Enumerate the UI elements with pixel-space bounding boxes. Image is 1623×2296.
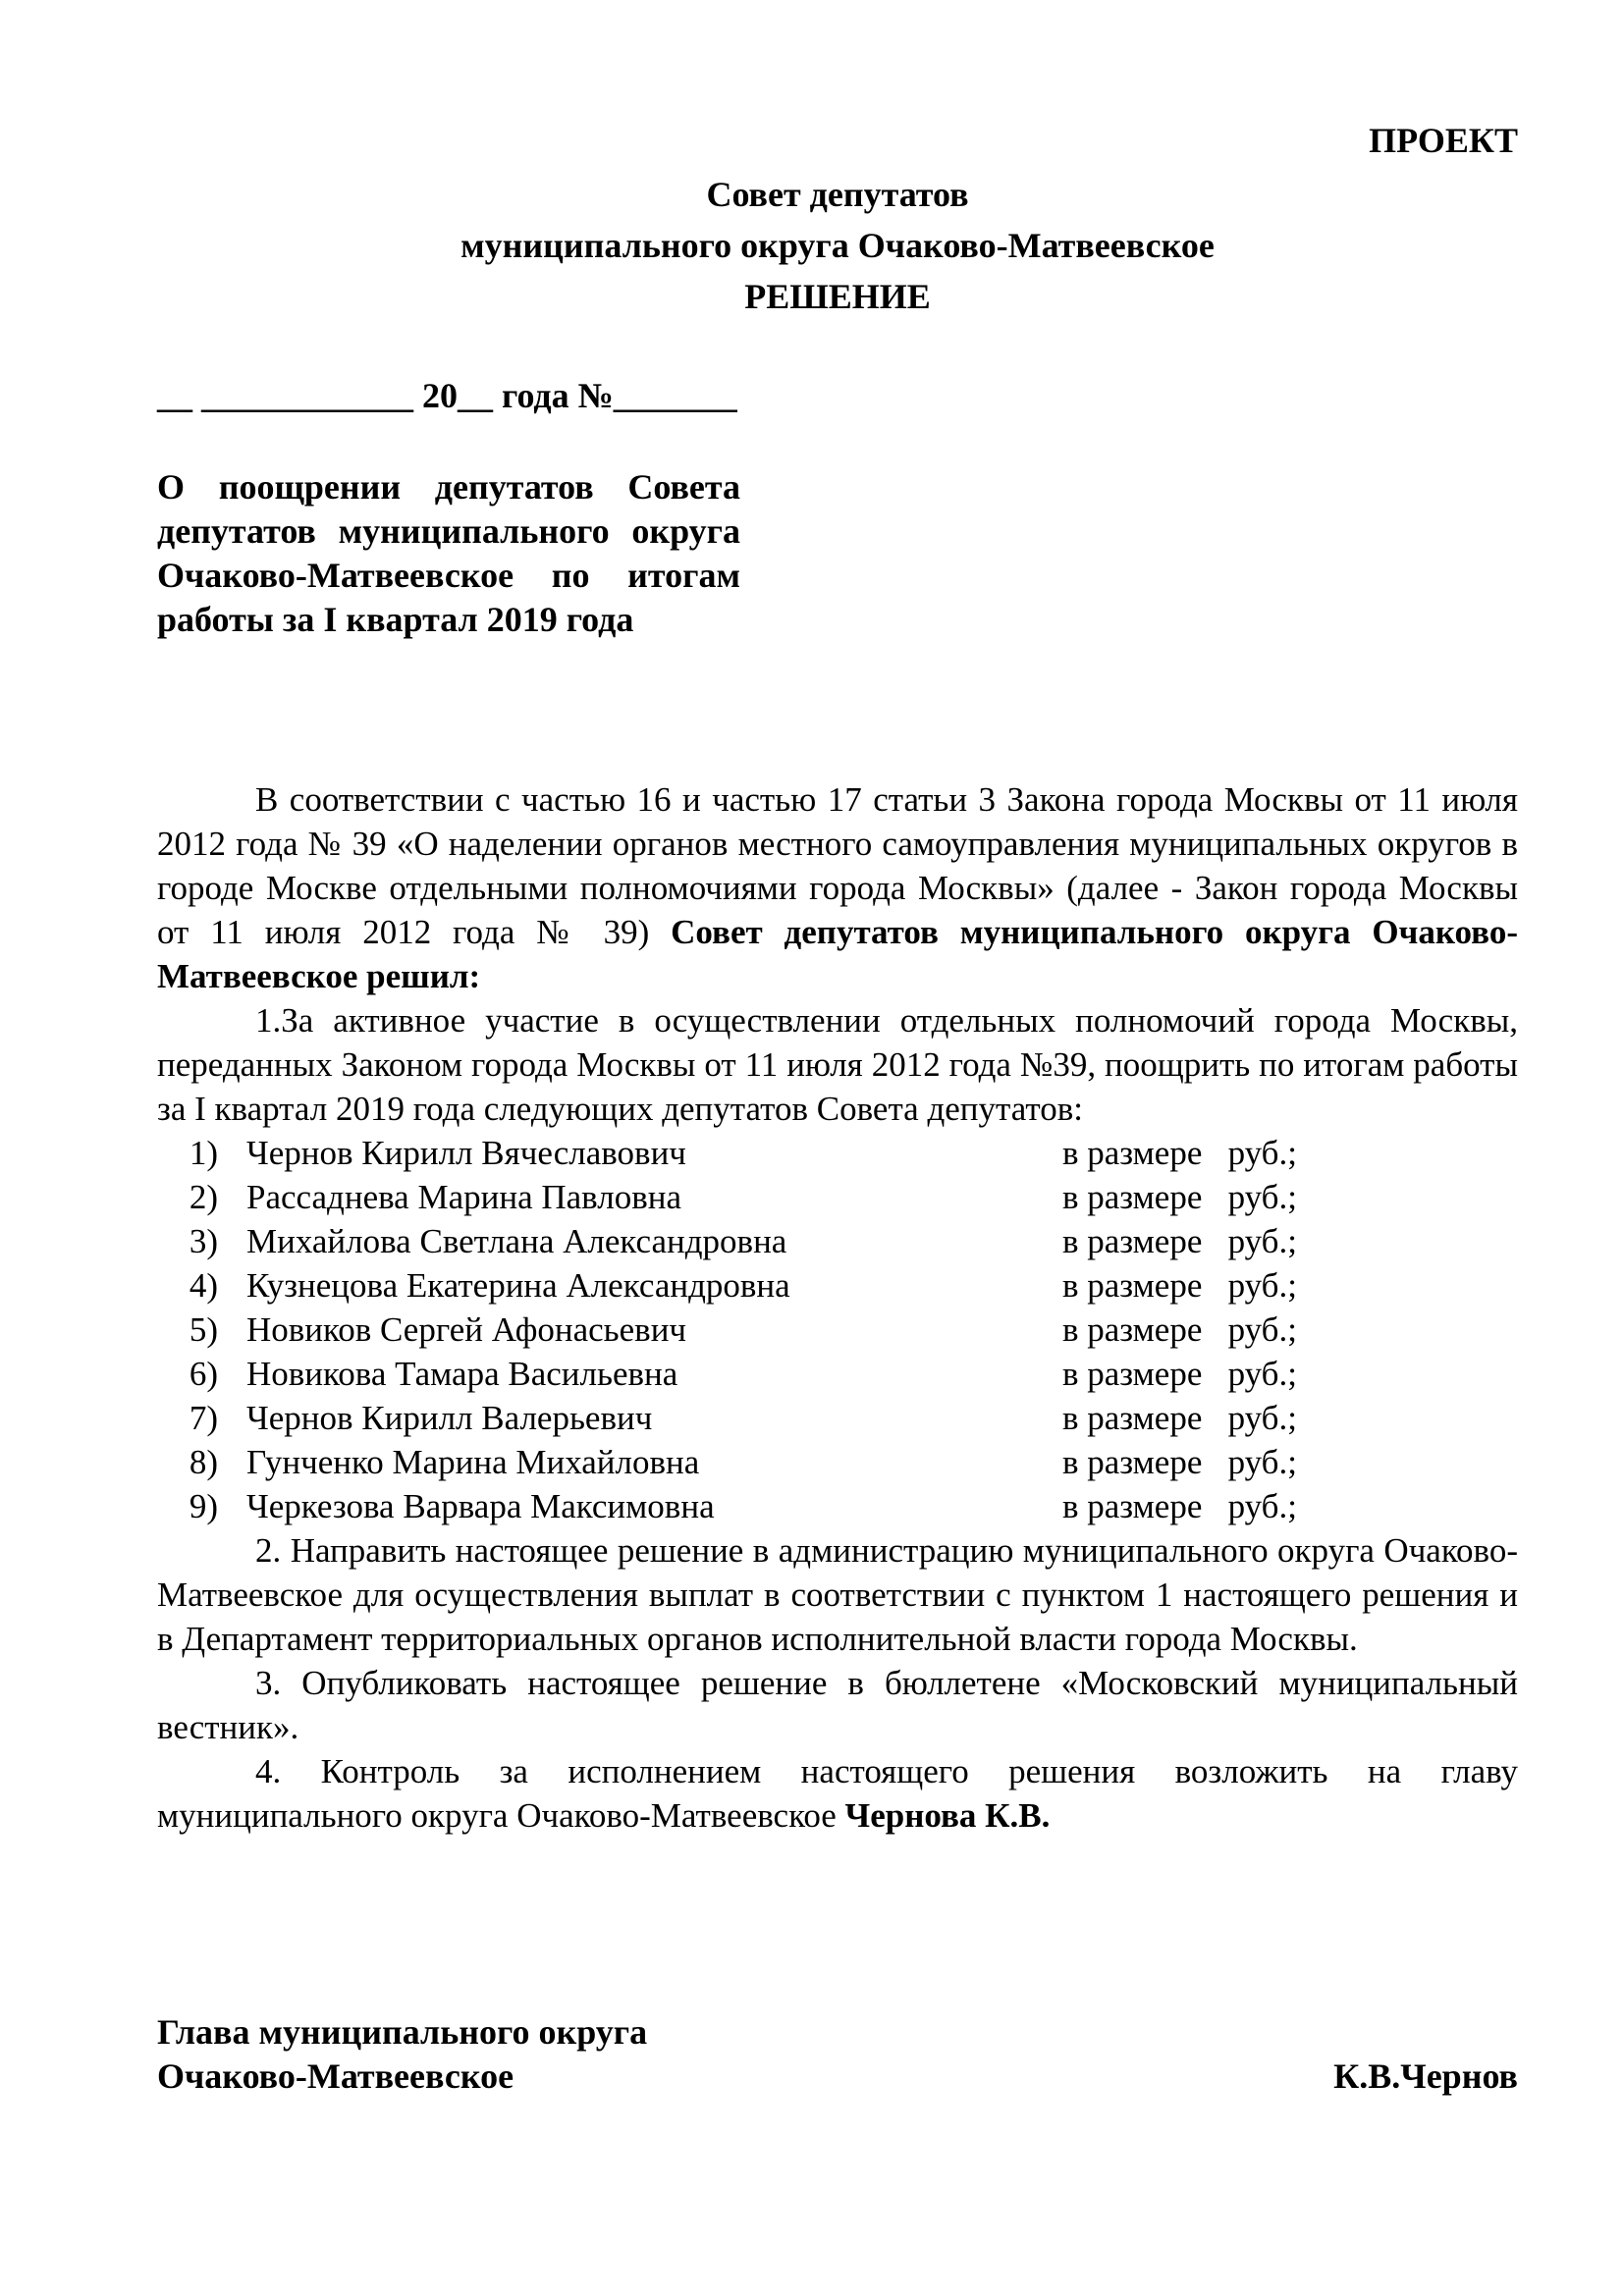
draft-label: ПРОЕКТ bbox=[1369, 121, 1518, 160]
preamble-paragraph bbox=[157, 777, 1518, 998]
document-body bbox=[157, 777, 1518, 1838]
deputy-amount: в размере руб.; bbox=[1062, 1443, 1297, 1481]
signature-row bbox=[157, 2055, 1518, 2099]
document-subject: О поощрении депутатов Совета депутатов муниципального округа Очаково-Матвеевское по итогам работы за I квартал 2019 года bbox=[157, 467, 740, 639]
document-type: РЕШЕНИЕ bbox=[744, 277, 931, 316]
list-item bbox=[157, 1175, 1518, 1219]
deputy-number: 1) bbox=[189, 1134, 218, 1172]
deputy-number: 9) bbox=[189, 1487, 218, 1525]
list-item bbox=[157, 1131, 1518, 1175]
item-4-responsible: Чернова К.В. bbox=[844, 1796, 1051, 1835]
deputy-name: Михайлова Светлана Александровна bbox=[246, 1222, 787, 1260]
list-item bbox=[157, 1396, 1518, 1440]
signature-block bbox=[157, 2010, 1518, 2099]
deputy-name: Чернов Кирилл Вячеславович bbox=[246, 1134, 686, 1172]
list-item bbox=[157, 1440, 1518, 1484]
item-4-text: 4. Контроль за исполнением настоящего решения возложить на главу муниципального округа Очаково-Матвеевское bbox=[157, 1752, 1518, 1835]
signatory-title-line1: Глава муниципального округа bbox=[157, 2012, 648, 2052]
item-4-paragraph bbox=[157, 1749, 1518, 1838]
deputy-amount: в размере руб.; bbox=[1062, 1222, 1297, 1260]
signatory-title-line2: Очаково-Матвеевское bbox=[157, 2056, 514, 2096]
list-item bbox=[157, 1263, 1518, 1308]
council-name: Совет депутатов bbox=[706, 175, 969, 214]
list-item bbox=[157, 1219, 1518, 1263]
deputy-number: 7) bbox=[189, 1399, 218, 1437]
item-3-paragraph: 3. Опубликовать настоящее решение в бюллетене «Московский муниципальный вестник». bbox=[157, 1664, 1518, 1746]
deputy-amount: в размере руб.; bbox=[1062, 1134, 1297, 1172]
document-header bbox=[157, 169, 1518, 322]
deputy-number: 3) bbox=[189, 1222, 218, 1260]
deputy-name: Новикова Тамара Васильевна bbox=[246, 1355, 678, 1393]
deputy-number: 6) bbox=[189, 1355, 218, 1393]
deputy-name: Новиков Сергей Афонасьевич bbox=[246, 1310, 687, 1349]
item-1-paragraph: 1.За активное участие в осуществлении отдельных полномочий города Москвы, переданных Законом города Москвы от 11 июля 2012 года №39, поощрить по итогам работы за I квартал 2019 года следующих депутатов Совета депутатов: bbox=[157, 1001, 1518, 1128]
item-2-paragraph: 2. Направить настоящее решение в администрацию муниципального округа Очаково-Матвеевское для осуществления выплат в соответствии с пунктом 1 настоящего решения и в Департамент территориальных органов исполнительной власти города Москвы. bbox=[157, 1531, 1518, 1658]
deputy-number: 8) bbox=[189, 1443, 218, 1481]
list-item bbox=[157, 1352, 1518, 1396]
deputy-amount: в размере руб.; bbox=[1062, 1355, 1297, 1393]
deputy-name: Черкезова Варвара Максимовна bbox=[246, 1487, 715, 1525]
deputy-name: Кузнецова Екатерина Александровна bbox=[246, 1266, 790, 1305]
preamble-decision: Совет депутатов муниципального округа Очаково-Матвеевское решил: bbox=[157, 913, 1518, 995]
deputy-amount: в размере руб.; bbox=[1062, 1310, 1297, 1349]
deputy-amount: в размере руб.; bbox=[1062, 1266, 1297, 1305]
deputy-name: Гунченко Марина Михайловна bbox=[246, 1443, 700, 1481]
list-item bbox=[157, 1308, 1518, 1352]
district-name: муниципального округа Очаково-Матвеевское bbox=[460, 226, 1215, 265]
deputy-name: Рассаднева Марина Павловна bbox=[246, 1178, 681, 1216]
date-number-line: __ ____________ 20__ года №_______ bbox=[157, 376, 737, 415]
deputy-amount: в размере руб.; bbox=[1062, 1178, 1297, 1216]
signatory-name: К.В.Чернов bbox=[1333, 2056, 1518, 2096]
deputy-amount: в размере руб.; bbox=[1062, 1487, 1297, 1525]
preamble-text: В соответствии с частью 16 и частью 17 статьи 3 Закона города Москвы от 11 июля 2012 года № 39 «О наделении органов местного самоуправления муниципальных округов в городе Москве отдельными полномочиями города Москвы» (далее - Закон города Москвы от 11 июля 2012 года № 39) bbox=[157, 780, 1518, 951]
deputy-number: 5) bbox=[189, 1310, 218, 1349]
deputy-list bbox=[157, 1131, 1518, 1528]
list-item bbox=[157, 1484, 1518, 1528]
deputy-number: 2) bbox=[189, 1178, 218, 1216]
deputy-amount: в размере руб.; bbox=[1062, 1399, 1297, 1437]
deputy-name: Чернов Кирилл Валерьевич bbox=[246, 1399, 653, 1437]
deputy-number: 4) bbox=[189, 1266, 218, 1305]
